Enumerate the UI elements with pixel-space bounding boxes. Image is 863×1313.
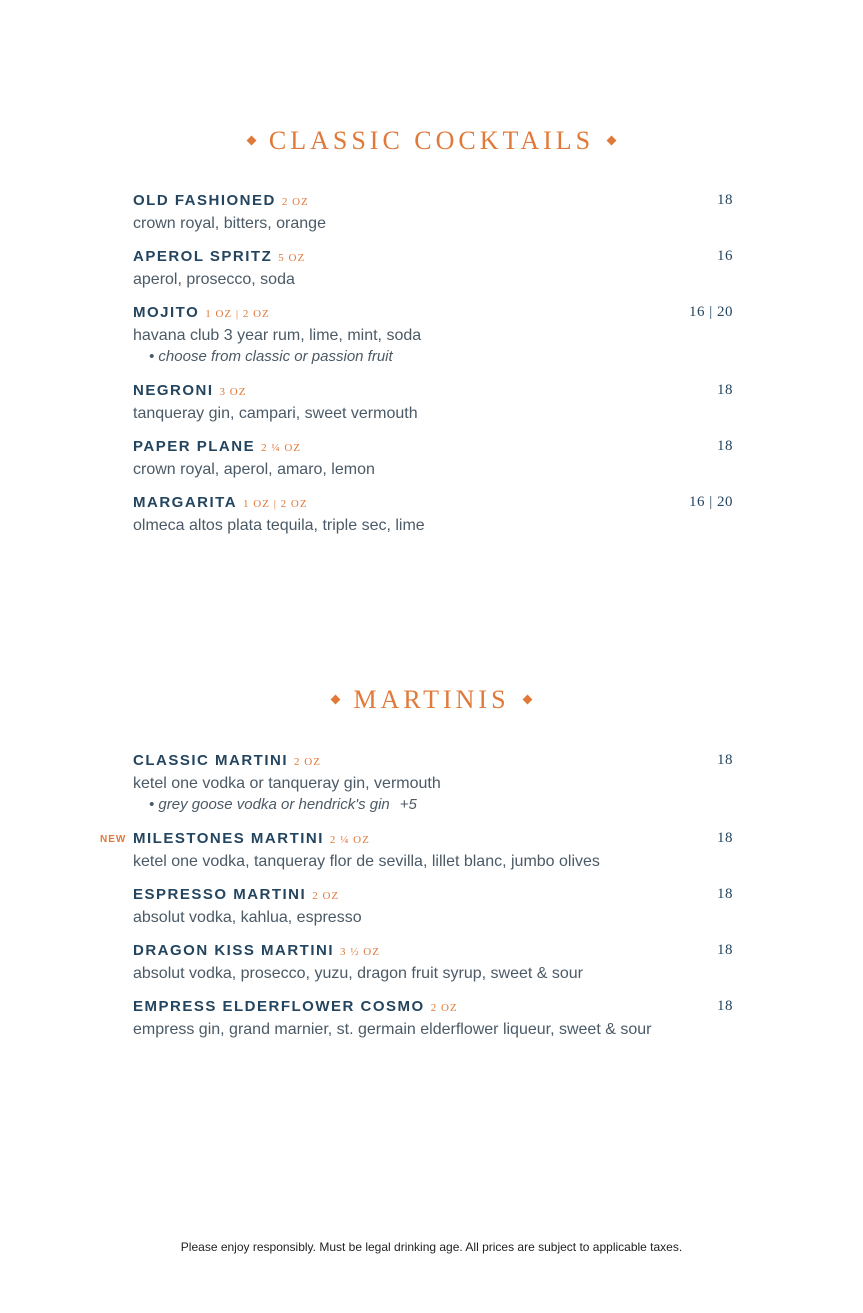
item-name: OLD FASHIONED <box>133 192 276 209</box>
item-description: ketel one vodka, tanqueray flor de sevilla, lillet blanc, jumbo olives <box>133 853 600 870</box>
menu-item-negroni <box>133 382 733 423</box>
item-price: 18 <box>717 998 733 1014</box>
menu-item-margarita <box>133 494 733 535</box>
item-size: 2 ¼ OZ <box>261 442 301 454</box>
item-note-upcharge: +5 <box>399 796 417 813</box>
item-size: 2 ¼ OZ <box>329 834 370 846</box>
item-price: 18 <box>717 438 733 454</box>
item-description: crown royal, aperol, amaro, lemon <box>133 461 375 478</box>
item-name: EMPRESS ELDERFLOWER COSMO <box>133 998 425 1015</box>
menu-item-mojito <box>133 304 733 365</box>
item-size: 5 OZ <box>278 252 306 264</box>
item-name: MOJITO <box>133 304 200 321</box>
item-description: absolut vodka, kahlua, espresso <box>133 909 362 926</box>
menu-item-classic-martini <box>133 752 733 813</box>
item-size: 3 ½ OZ <box>340 946 380 958</box>
menu-item-espresso-martini <box>133 886 733 927</box>
item-size: 2 OZ <box>294 756 321 768</box>
item-description: havana club 3 year rum, lime, mint, soda <box>133 327 422 344</box>
item-size: 2 OZ <box>430 1002 458 1014</box>
item-price: 18 <box>717 942 733 958</box>
item-description: absolut vodka, prosecco, yuzu, dragon fruit syrup, sweet & sour <box>133 965 584 982</box>
item-name: PAPER PLANE <box>133 438 256 455</box>
item-size: 1 OZ | 2 OZ <box>243 498 308 510</box>
item-note: • choose from classic or passion fruit <box>149 348 393 365</box>
item-size: 2 OZ <box>312 890 340 902</box>
item-name: MILESTONES MARTINI <box>133 830 324 847</box>
item-size: 2 OZ <box>281 196 309 208</box>
menu-item-dragon-kiss-martini <box>133 942 733 983</box>
item-name: NEGRONI <box>133 382 214 399</box>
item-price: 18 <box>717 752 733 768</box>
diamond-icon <box>331 694 341 704</box>
item-name: MARGARITA <box>133 494 238 511</box>
item-description: crown royal, bitters, orange <box>133 215 326 232</box>
item-name: CLASSIC MARTINI <box>133 752 288 769</box>
menu-item-milestones-martini <box>100 830 733 871</box>
item-description: olmeca altos plata tequila, triple sec, lime <box>133 517 425 534</box>
item-price: 18 <box>717 382 733 398</box>
diamond-icon <box>246 135 256 145</box>
menu-item-old-fashioned <box>133 192 733 233</box>
item-size: 1 OZ | 2 OZ <box>205 308 270 320</box>
item-price: 18 <box>717 886 733 902</box>
section-title-classic-cocktails: CLASSIC COCKTAILS <box>0 126 863 156</box>
item-description: empress gin, grand marnier, st. germain elderflower liqueur, sweet & sour <box>133 1021 652 1038</box>
item-note: • grey goose vodka or hendrick's gin +5 <box>149 796 417 813</box>
new-badge: NEW <box>100 834 127 845</box>
item-name: ESPRESSO MARTINI <box>133 886 307 903</box>
item-price: 16 <box>717 248 733 264</box>
menu-item-aperol-spritz <box>133 248 733 289</box>
item-price: 16 | 20 <box>688 304 733 320</box>
item-name: APEROL SPRITZ <box>133 248 273 265</box>
section-title-martinis: MARTINIS <box>0 685 863 715</box>
diamond-icon <box>522 694 532 704</box>
item-description: ketel one vodka or tanqueray gin, vermouth <box>133 775 441 792</box>
item-description: tanqueray gin, campari, sweet vermouth <box>133 405 418 422</box>
item-size: 3 OZ <box>219 386 247 398</box>
item-description: aperol, prosecco, soda <box>133 271 295 288</box>
diamond-icon <box>607 135 617 145</box>
item-name: DRAGON KISS MARTINI <box>133 942 334 959</box>
item-price: 18 <box>717 192 733 208</box>
menu-item-empress-elderflower-cosmo <box>133 998 733 1039</box>
menu-item-paper-plane <box>133 438 733 479</box>
item-price: 16 | 20 <box>688 494 733 510</box>
item-price: 18 <box>717 830 733 846</box>
footer-disclaimer: Please enjoy responsibly. Must be legal drinking age. All prices are subject to applicable taxes. <box>180 1240 683 1254</box>
